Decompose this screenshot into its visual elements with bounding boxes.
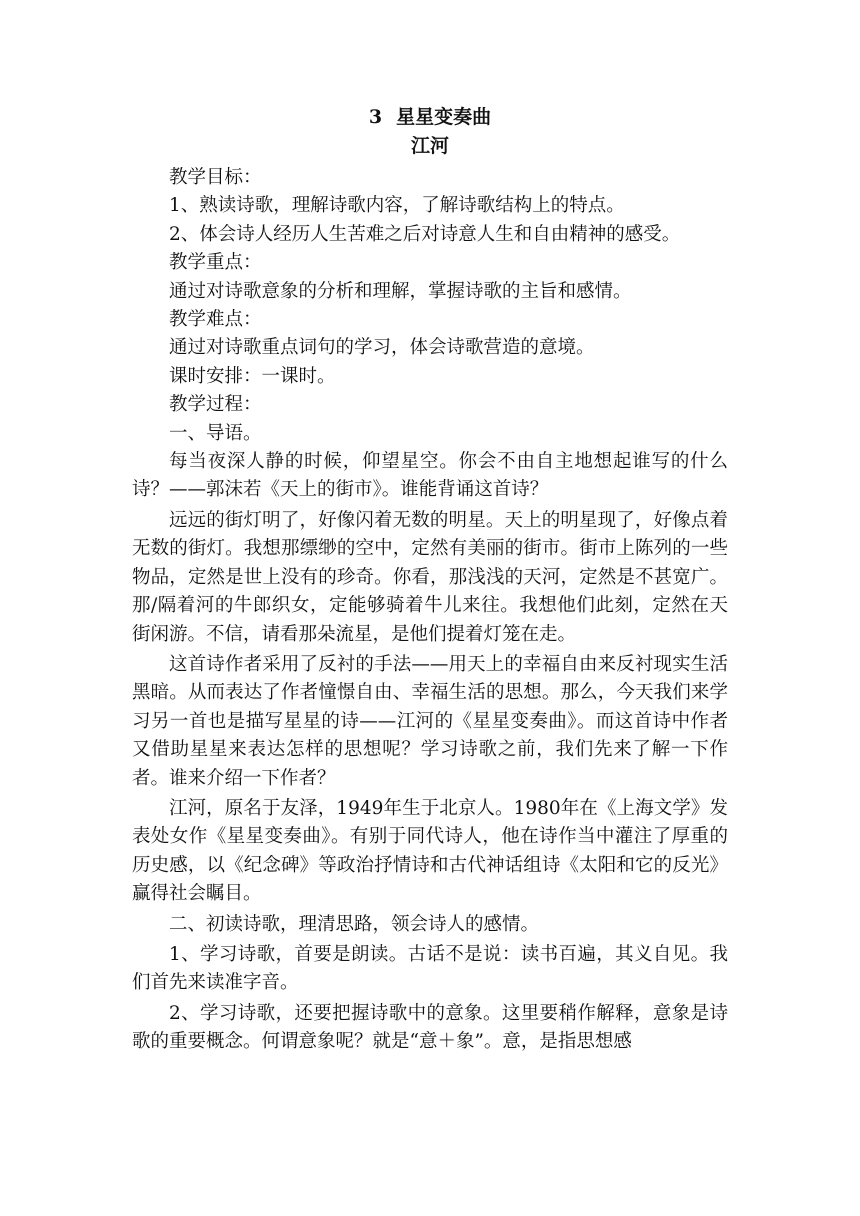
paragraph: 远远的街灯明了，好像闪着无数的明星。天上的明星现了，好像点着无数的街灯。我想那缥缈的空中，定然有美丽的街市。街市上陈列的一些物品，定然是世上没有的珍奇。你看，那浅浅的天河，定然是不甚宽广。那/隔着河的牛郎织女，定能够骑着牛儿来往。我想他们此刻，定然在天街闲游。不信，请看那朵流星，是他们提着灯笼在走。 bbox=[132, 509, 728, 645]
paragraph: 一、导语。 bbox=[169, 422, 262, 444]
lesson-number: 3 bbox=[368, 106, 383, 128]
paragraph: 教学过程： bbox=[169, 394, 262, 416]
paragraph: 2、学习诗歌，还要把握诗歌中的意象。这里要稍作解释，意象是诗歌的重要概念。何谓意象呢？就是“意＋象”。意，是指思想感 bbox=[132, 1002, 728, 1053]
paragraph: 教学难点： bbox=[169, 309, 262, 331]
paragraph: 每当夜深人静的时候，仰望星空。你会不由自主地想起谁写的什么诗？——郭沫若《天上的街市》。谁能背诵这首诗？ bbox=[132, 451, 728, 501]
paragraph: 通过对诗歌意象的分析和理解，掌握诗歌的主旨和感情。 bbox=[169, 280, 632, 302]
paragraph: 课时安排：一课时。 bbox=[169, 365, 336, 387]
paragraph: 教学目标： bbox=[169, 167, 262, 188]
document-body bbox=[132, 103, 728, 1057]
lesson-title-text: 星星变奏曲 bbox=[396, 106, 492, 128]
paragraph: 1、熟读诗歌，理解诗歌内容，了解诗歌结构上的特点。 bbox=[169, 195, 625, 217]
paragraph: 二、初读诗歌，理清思路，领会诗人的感情。 bbox=[169, 913, 540, 935]
paragraph: 2、体会诗人经历人生苦难之后对诗意人生和自由精神的感受。 bbox=[169, 223, 681, 245]
poem-author: 江河 bbox=[410, 135, 449, 157]
lesson-title bbox=[132, 103, 728, 132]
paragraph: 江河，原名于友泽，1949年生于北京人。1980年在《上海文学》发表处女作《星星变奏曲》。有别于同代诗人，他在诗作当中灌注了厚重的历史感，以《纪念碑》等政治抒情诗和古代神话组诗《太阳和它的反光》赢得社会瞩目。 bbox=[132, 797, 728, 905]
paragraph: 教学重点： bbox=[169, 252, 262, 274]
paragraph: 1、学习诗歌，首要是朗读。古话不是说：读书百遍，其义自见。我们首先来读准字音。 bbox=[132, 943, 728, 994]
paragraph: 通过对诗歌重点词句的学习，体会诗歌营造的意境。 bbox=[169, 337, 595, 359]
paragraph: 这首诗作者采用了反衬的手法——用天上的幸福自由来反衬现实生活黑暗。从而表达了作者憧憬自由、幸福生活的思想。那么，今天我们来学习另一首也是描写星星的诗——江河的《星星变奏曲》。而这首诗中作者又借助星星来表达怎样的思想呢？学习诗歌之前，我们先来了解一下作者。谁来介绍一下作者？ bbox=[132, 653, 728, 789]
